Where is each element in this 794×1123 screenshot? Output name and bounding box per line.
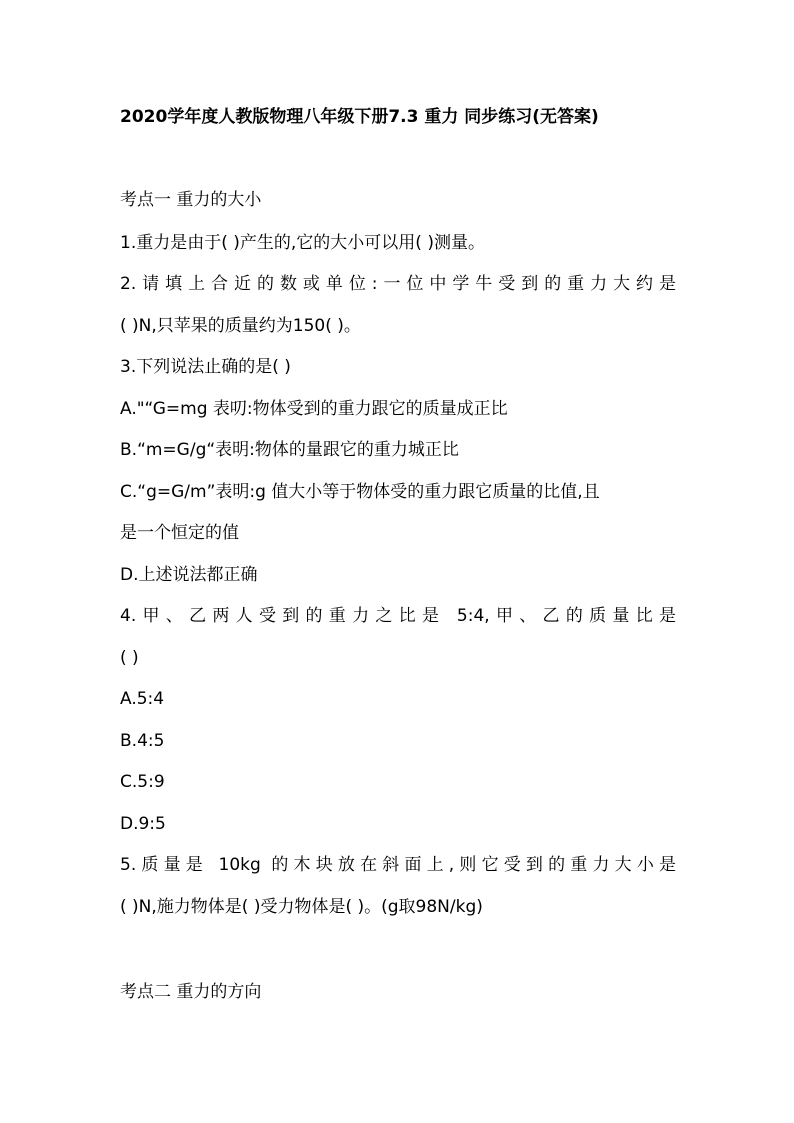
question-2-line-2: ( )N,只苹果的质量约为150( )。	[120, 316, 361, 336]
question-3: 3.下列说法止确的是( )	[120, 357, 291, 377]
question-4-line-2: ( )	[120, 648, 139, 668]
document-title: 2020学年度人教版物理八年级下册7.3 重力 同步练习(无答案)	[120, 107, 599, 127]
question-4-option-a: A.5:4	[120, 689, 165, 709]
question-3-option-b: B.“m=G/g“表明:物体的量跟它的重力城正比	[120, 440, 459, 460]
question-3-option-d: D.上述说法都正确	[120, 565, 258, 585]
question-4-option-c: C.5:9	[120, 772, 165, 792]
question-5-line-2: ( )N,施力物体是( )受力物体是( )。(g取98N/kg)	[120, 897, 483, 917]
question-4-option-d: D.9:5	[120, 814, 166, 834]
question-1: 1.重力是由于( )产生的,它的大小可以用( )测量。	[120, 233, 485, 253]
question-3-option-a: A."“G=mg 表叨:物体受到的重力跟它的质量成正比	[120, 399, 508, 419]
question-4-option-b: B.4:5	[120, 731, 165, 751]
question-4-line-1: 4.甲、乙两人受到的重力之比是 5:4,甲、乙的质量比是	[120, 606, 676, 626]
question-3-option-c-line-2: 是一个恒定的值	[120, 523, 239, 543]
section-heading-1: 考点一 重力的大小	[120, 190, 262, 210]
question-3-option-c-line-1: C.“g=G/m”表明:g 值大小等于物体受的重力跟它质量的比值,且	[120, 482, 600, 502]
section-heading-2: 考点二 重力的方向	[120, 982, 262, 1002]
question-5-line-1: 5.质量是 10kg 的木块放在斜面上,则它受到的重力大小是	[120, 855, 676, 875]
question-2-line-1: 2.请填上合近的数或单位:一位中学牛受到的重力大约是	[120, 274, 676, 294]
